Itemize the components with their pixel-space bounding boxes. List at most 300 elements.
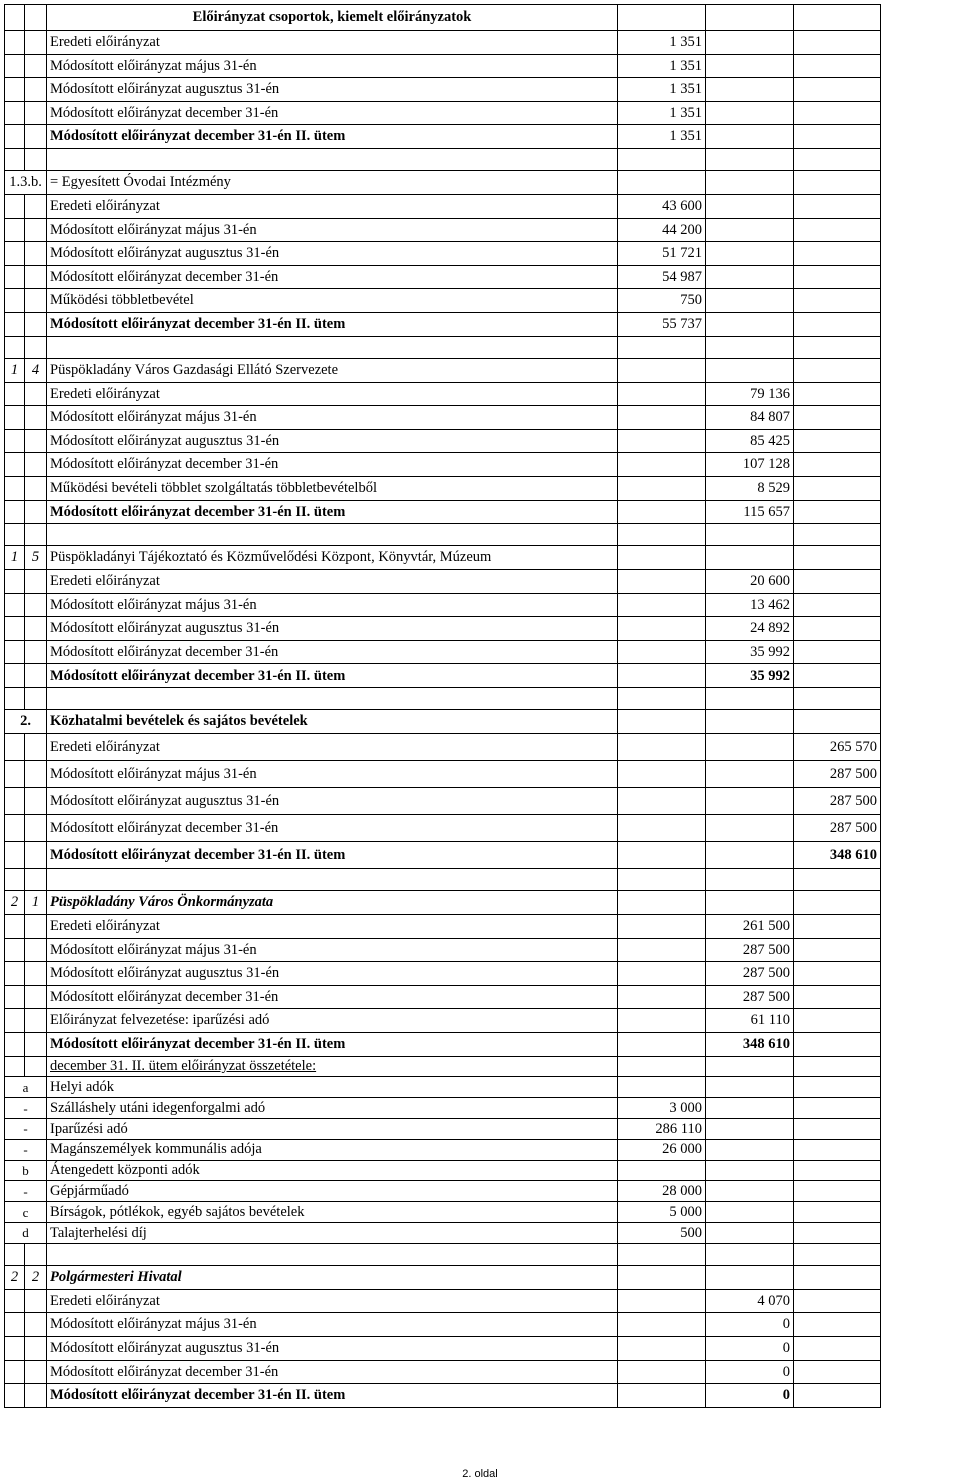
empty-cell bbox=[25, 617, 47, 641]
empty-cell bbox=[25, 453, 47, 477]
empty-cell bbox=[5, 242, 25, 266]
empty-cell bbox=[794, 1384, 881, 1408]
empty-cell bbox=[25, 1009, 47, 1033]
empty-cell bbox=[794, 1202, 881, 1223]
empty-cell bbox=[794, 915, 881, 939]
empty-cell bbox=[5, 640, 25, 664]
empty-cell bbox=[706, 1077, 794, 1098]
empty-cell bbox=[706, 761, 794, 788]
empty-cell bbox=[25, 1384, 47, 1408]
empty-cell bbox=[5, 734, 25, 761]
table-row bbox=[5, 734, 881, 761]
row-amount: 348 610 bbox=[706, 1033, 794, 1057]
empty-cell bbox=[25, 194, 47, 218]
empty-cell bbox=[25, 125, 47, 149]
table-row bbox=[5, 915, 881, 939]
row-label: Módosított előirányzat december 31-én II. ütem bbox=[47, 500, 618, 524]
row-amount: 287 500 bbox=[706, 938, 794, 962]
table-row bbox=[5, 31, 881, 55]
empty-cell bbox=[794, 1119, 881, 1140]
empty-cell bbox=[706, 710, 794, 734]
empty-cell bbox=[706, 101, 794, 125]
empty-cell bbox=[25, 54, 47, 78]
empty-cell bbox=[618, 358, 706, 382]
empty-cell bbox=[794, 358, 881, 382]
empty-cell bbox=[5, 570, 25, 594]
row-amount: 1 351 bbox=[618, 125, 706, 149]
table-row bbox=[5, 1033, 881, 1057]
table-row bbox=[5, 842, 881, 869]
empty-cell bbox=[618, 170, 706, 194]
spacer-row bbox=[5, 869, 881, 891]
empty-cell bbox=[5, 1056, 25, 1077]
section-title: Előirányzat csoportok, kiemelt előirányzatok bbox=[47, 5, 618, 31]
empty-cell bbox=[706, 336, 794, 358]
empty-cell bbox=[47, 524, 618, 546]
empty-cell bbox=[5, 617, 25, 641]
empty-cell bbox=[618, 1243, 706, 1265]
row-amount: 287 500 bbox=[794, 761, 881, 788]
empty-cell bbox=[25, 761, 47, 788]
detail-amount: 26 000 bbox=[618, 1139, 706, 1160]
detail-row bbox=[5, 1139, 881, 1160]
row-label: Eredeti előirányzat bbox=[47, 570, 618, 594]
row-label: Eredeti előirányzat bbox=[47, 734, 618, 761]
empty-cell bbox=[5, 842, 25, 869]
empty-cell bbox=[25, 788, 47, 815]
detail-amount bbox=[618, 1160, 706, 1181]
empty-cell bbox=[706, 1139, 794, 1160]
empty-cell bbox=[618, 524, 706, 546]
empty-cell bbox=[47, 336, 618, 358]
empty-cell bbox=[706, 125, 794, 149]
empty-cell bbox=[5, 1313, 25, 1337]
empty-cell bbox=[706, 1181, 794, 1202]
empty-cell bbox=[794, 406, 881, 430]
empty-cell bbox=[47, 1243, 618, 1265]
empty-cell bbox=[618, 593, 706, 617]
row-label: Módosított előirányzat augusztus 31-én bbox=[47, 617, 618, 641]
row-amount: 20 600 bbox=[706, 570, 794, 594]
empty-cell bbox=[5, 1009, 25, 1033]
row-amount: 1 351 bbox=[618, 54, 706, 78]
row-label: Módosított előirányzat május 31-én bbox=[47, 54, 618, 78]
row-amount: 261 500 bbox=[706, 915, 794, 939]
empty-cell bbox=[5, 453, 25, 477]
detail-label: Szálláshely utáni idegenforgalmi adó bbox=[47, 1098, 618, 1119]
empty-cell bbox=[706, 842, 794, 869]
row-label: Eredeti előirányzat bbox=[47, 1289, 618, 1313]
empty-cell bbox=[25, 664, 47, 688]
section-number: 2. bbox=[5, 710, 47, 734]
empty-cell bbox=[794, 688, 881, 710]
empty-cell bbox=[706, 54, 794, 78]
empty-cell bbox=[794, 640, 881, 664]
table-row bbox=[5, 570, 881, 594]
row-label: Módosított előirányzat augusztus 31-én bbox=[47, 429, 618, 453]
section-title: Püspökladányi Tájékoztató és Közművelődési Központ, Könyvtár, Múzeum bbox=[47, 546, 618, 570]
empty-cell bbox=[5, 664, 25, 688]
row-amount: 85 425 bbox=[706, 429, 794, 453]
section-header-row bbox=[5, 710, 881, 734]
empty-cell bbox=[5, 265, 25, 289]
row-amount: 287 500 bbox=[706, 985, 794, 1009]
row-amount: 115 657 bbox=[706, 500, 794, 524]
row-amount: 84 807 bbox=[706, 406, 794, 430]
detail-label: Helyi adók bbox=[47, 1077, 618, 1098]
empty-cell bbox=[5, 194, 25, 218]
section-header-row bbox=[5, 5, 881, 31]
empty-cell bbox=[25, 476, 47, 500]
empty-cell bbox=[5, 688, 25, 710]
row-label: Módosított előirányzat december 31-én bbox=[47, 985, 618, 1009]
row-label: Módosított előirányzat augusztus 31-én bbox=[47, 78, 618, 102]
row-label: Módosított előirányzat december 31-én II. ütem bbox=[47, 1384, 618, 1408]
empty-cell bbox=[618, 1009, 706, 1033]
empty-cell bbox=[706, 358, 794, 382]
section-title: Püspökladány Város Gazdasági Ellátó Szervezete bbox=[47, 358, 618, 382]
table-row bbox=[5, 453, 881, 477]
empty-cell bbox=[25, 570, 47, 594]
row-amount: 0 bbox=[706, 1360, 794, 1384]
empty-cell bbox=[618, 761, 706, 788]
empty-cell bbox=[794, 1033, 881, 1057]
empty-cell bbox=[618, 1313, 706, 1337]
row-amount: 287 500 bbox=[794, 788, 881, 815]
empty-cell bbox=[794, 289, 881, 313]
empty-cell bbox=[794, 1265, 881, 1289]
empty-cell bbox=[794, 336, 881, 358]
detail-mark: - bbox=[5, 1181, 47, 1202]
row-amount: 24 892 bbox=[706, 617, 794, 641]
table-row bbox=[5, 312, 881, 336]
detail-label: Átengedett központi adók bbox=[47, 1160, 618, 1181]
spacer-row bbox=[5, 524, 881, 546]
empty-cell bbox=[794, 617, 881, 641]
table-row bbox=[5, 429, 881, 453]
empty-cell bbox=[5, 524, 25, 546]
empty-cell bbox=[5, 593, 25, 617]
empty-cell bbox=[618, 148, 706, 170]
empty-cell bbox=[5, 500, 25, 524]
empty-cell bbox=[618, 1056, 706, 1077]
row-amount: 51 721 bbox=[618, 242, 706, 266]
empty-cell bbox=[25, 336, 47, 358]
empty-cell bbox=[25, 1056, 47, 1077]
empty-cell bbox=[5, 761, 25, 788]
empty-cell bbox=[794, 891, 881, 915]
row-label: Működési többletbevétel bbox=[47, 289, 618, 313]
row-amount: 54 987 bbox=[618, 265, 706, 289]
row-amount: 79 136 bbox=[706, 382, 794, 406]
empty-cell bbox=[794, 1077, 881, 1098]
empty-cell bbox=[794, 31, 881, 55]
empty-cell bbox=[706, 788, 794, 815]
empty-cell bbox=[794, 1243, 881, 1265]
empty-cell bbox=[25, 429, 47, 453]
detail-amount: 5 000 bbox=[618, 1202, 706, 1223]
empty-cell bbox=[706, 1098, 794, 1119]
empty-cell bbox=[618, 640, 706, 664]
empty-cell bbox=[25, 500, 47, 524]
empty-cell bbox=[5, 1289, 25, 1313]
empty-cell bbox=[5, 1033, 25, 1057]
empty-cell bbox=[618, 710, 706, 734]
empty-cell bbox=[794, 570, 881, 594]
row-amount: 1 351 bbox=[618, 78, 706, 102]
empty-cell bbox=[5, 985, 25, 1009]
empty-cell bbox=[618, 570, 706, 594]
empty-cell bbox=[5, 915, 25, 939]
empty-cell bbox=[794, 1181, 881, 1202]
empty-cell bbox=[25, 915, 47, 939]
empty-cell bbox=[794, 500, 881, 524]
empty-cell bbox=[794, 429, 881, 453]
row-amount: 0 bbox=[706, 1313, 794, 1337]
empty-cell bbox=[706, 524, 794, 546]
empty-cell bbox=[618, 1384, 706, 1408]
row-label: Módosított előirányzat december 31-én bbox=[47, 815, 618, 842]
row-label: Eredeti előirányzat bbox=[47, 915, 618, 939]
row-label: Módosított előirányzat december 31-én bbox=[47, 640, 618, 664]
section-number: 2 bbox=[5, 1265, 25, 1289]
detail-mark: - bbox=[5, 1098, 47, 1119]
empty-cell bbox=[706, 78, 794, 102]
empty-cell bbox=[706, 1265, 794, 1289]
detail-label: Gépjárműadó bbox=[47, 1181, 618, 1202]
row-amount: 287 500 bbox=[794, 815, 881, 842]
empty-cell bbox=[794, 170, 881, 194]
empty-cell bbox=[618, 429, 706, 453]
table-row bbox=[5, 985, 881, 1009]
table-row bbox=[5, 1289, 881, 1313]
empty-cell bbox=[794, 194, 881, 218]
detail-row bbox=[5, 1223, 881, 1244]
row-amount: 55 737 bbox=[618, 312, 706, 336]
row-label: Eredeti előirányzat bbox=[47, 382, 618, 406]
empty-cell bbox=[794, 265, 881, 289]
section-header-row bbox=[5, 358, 881, 382]
row-amount: 265 570 bbox=[794, 734, 881, 761]
empty-cell bbox=[706, 31, 794, 55]
table-row bbox=[5, 788, 881, 815]
empty-cell bbox=[618, 382, 706, 406]
row-label: Módosított előirányzat augusztus 31-én bbox=[47, 242, 618, 266]
row-amount: 0 bbox=[706, 1336, 794, 1360]
empty-cell bbox=[618, 788, 706, 815]
empty-cell bbox=[706, 289, 794, 313]
row-amount: 0 bbox=[706, 1384, 794, 1408]
empty-cell bbox=[5, 406, 25, 430]
section-number: 2 bbox=[5, 891, 25, 915]
detail-title-row bbox=[5, 1056, 881, 1077]
empty-cell bbox=[706, 688, 794, 710]
row-label: Módosított előirányzat december 31-én II. ütem bbox=[47, 312, 618, 336]
empty-cell bbox=[47, 869, 618, 891]
empty-cell bbox=[706, 1223, 794, 1244]
empty-cell bbox=[706, 312, 794, 336]
empty-cell bbox=[5, 289, 25, 313]
detail-amount bbox=[618, 1077, 706, 1098]
empty-cell bbox=[5, 31, 25, 55]
row-label: Módosított előirányzat december 31-én bbox=[47, 101, 618, 125]
row-amount: 750 bbox=[618, 289, 706, 313]
empty-cell bbox=[25, 312, 47, 336]
row-label: Módosított előirányzat május 31-én bbox=[47, 406, 618, 430]
empty-cell bbox=[618, 962, 706, 986]
detail-label: Iparűzési adó bbox=[47, 1119, 618, 1140]
table-row bbox=[5, 1313, 881, 1337]
empty-cell bbox=[5, 312, 25, 336]
empty-cell bbox=[25, 962, 47, 986]
empty-cell bbox=[5, 336, 25, 358]
empty-cell bbox=[618, 869, 706, 891]
empty-cell bbox=[5, 788, 25, 815]
table-row bbox=[5, 938, 881, 962]
row-amount: 107 128 bbox=[706, 453, 794, 477]
row-label: Módosított előirányzat december 31-én bbox=[47, 453, 618, 477]
table-row bbox=[5, 54, 881, 78]
empty-cell bbox=[618, 500, 706, 524]
empty-cell bbox=[618, 938, 706, 962]
empty-cell bbox=[706, 265, 794, 289]
row-label: Módosított előirányzat május 31-én bbox=[47, 593, 618, 617]
section-number: 1 bbox=[5, 358, 25, 382]
table-row bbox=[5, 500, 881, 524]
empty-cell bbox=[794, 218, 881, 242]
detail-row bbox=[5, 1119, 881, 1140]
empty-cell bbox=[618, 453, 706, 477]
row-amount: 287 500 bbox=[706, 962, 794, 986]
empty-cell bbox=[618, 1265, 706, 1289]
empty-cell bbox=[25, 938, 47, 962]
detail-label: Magánszemélyek kommunális adója bbox=[47, 1139, 618, 1160]
row-amount: 4 070 bbox=[706, 1289, 794, 1313]
empty-cell bbox=[5, 962, 25, 986]
empty-cell bbox=[794, 1289, 881, 1313]
row-amount: 61 110 bbox=[706, 1009, 794, 1033]
detail-mark: - bbox=[5, 1139, 47, 1160]
empty-cell bbox=[5, 1384, 25, 1408]
empty-cell bbox=[5, 78, 25, 102]
spacer-row bbox=[5, 1243, 881, 1265]
table-row bbox=[5, 242, 881, 266]
detail-amount: 286 110 bbox=[618, 1119, 706, 1140]
budget-sheet bbox=[4, 4, 956, 1408]
section-title: Polgármesteri Hivatal bbox=[47, 1265, 618, 1289]
empty-cell bbox=[706, 546, 794, 570]
empty-cell bbox=[25, 1033, 47, 1057]
empty-cell bbox=[794, 1056, 881, 1077]
empty-cell bbox=[5, 101, 25, 125]
table-row bbox=[5, 617, 881, 641]
empty-cell bbox=[5, 148, 25, 170]
empty-cell bbox=[618, 734, 706, 761]
empty-cell bbox=[706, 734, 794, 761]
empty-cell bbox=[706, 891, 794, 915]
detail-amount: 3 000 bbox=[618, 1098, 706, 1119]
empty-cell bbox=[618, 985, 706, 1009]
empty-cell bbox=[618, 1033, 706, 1057]
empty-cell bbox=[794, 242, 881, 266]
section-title: = Egyesített Óvodai Intézmény bbox=[47, 170, 618, 194]
empty-cell bbox=[794, 476, 881, 500]
detail-amount: 500 bbox=[618, 1223, 706, 1244]
table-row bbox=[5, 289, 881, 313]
empty-cell bbox=[25, 815, 47, 842]
empty-cell bbox=[5, 869, 25, 891]
row-label: Módosított előirányzat december 31-én II. ütem bbox=[47, 664, 618, 688]
section-header-row bbox=[5, 1265, 881, 1289]
row-label: Módosított előirányzat május 31-én bbox=[47, 1313, 618, 1337]
table-row bbox=[5, 125, 881, 149]
empty-cell bbox=[5, 1243, 25, 1265]
empty-cell bbox=[47, 688, 618, 710]
empty-cell bbox=[25, 406, 47, 430]
empty-cell bbox=[25, 869, 47, 891]
empty-cell bbox=[5, 938, 25, 962]
section-header-row bbox=[5, 546, 881, 570]
section-subnumber bbox=[25, 5, 47, 31]
table-row bbox=[5, 476, 881, 500]
detail-title: december 31. II. ütem előirányzat összetétele: bbox=[47, 1056, 618, 1077]
empty-cell bbox=[5, 54, 25, 78]
empty-cell bbox=[706, 194, 794, 218]
row-label: Módosított előirányzat december 31-én II. ütem bbox=[47, 125, 618, 149]
empty-cell bbox=[706, 148, 794, 170]
empty-cell bbox=[618, 617, 706, 641]
table-row bbox=[5, 664, 881, 688]
empty-cell bbox=[794, 985, 881, 1009]
empty-cell bbox=[5, 1360, 25, 1384]
table-row bbox=[5, 1384, 881, 1408]
empty-cell bbox=[618, 664, 706, 688]
empty-cell bbox=[25, 265, 47, 289]
row-label: Eredeti előirányzat bbox=[47, 31, 618, 55]
section-subnumber: 5 bbox=[25, 546, 47, 570]
empty-cell bbox=[618, 476, 706, 500]
detail-mark: b bbox=[5, 1160, 47, 1181]
empty-cell bbox=[25, 78, 47, 102]
detail-label: Bírságok, pótlékok, egyéb sajátos bevételek bbox=[47, 1202, 618, 1223]
row-amount: 1 351 bbox=[618, 31, 706, 55]
empty-cell bbox=[25, 148, 47, 170]
section-subnumber: 1 bbox=[25, 891, 47, 915]
empty-cell bbox=[618, 1336, 706, 1360]
empty-cell bbox=[706, 1243, 794, 1265]
row-label: Módosított előirányzat augusztus 31-én bbox=[47, 788, 618, 815]
detail-row bbox=[5, 1077, 881, 1098]
row-amount: 348 610 bbox=[794, 842, 881, 869]
row-label: Működési bevételi többlet szolgáltatás többletbevételből bbox=[47, 476, 618, 500]
empty-cell bbox=[618, 1289, 706, 1313]
section-title: Közhatalmi bevételek és sajátos bevételek bbox=[47, 710, 618, 734]
empty-cell bbox=[25, 640, 47, 664]
empty-cell bbox=[794, 1160, 881, 1181]
empty-cell bbox=[25, 289, 47, 313]
empty-cell bbox=[794, 593, 881, 617]
empty-cell bbox=[794, 453, 881, 477]
row-label: Módosított előirányzat május 31-én bbox=[47, 218, 618, 242]
row-amount: 13 462 bbox=[706, 593, 794, 617]
row-label: Módosított előirányzat december 31-én bbox=[47, 1360, 618, 1384]
section-number: 1.3.b. bbox=[5, 170, 47, 194]
row-amount: 1 351 bbox=[618, 101, 706, 125]
empty-cell bbox=[5, 429, 25, 453]
spacer-row bbox=[5, 336, 881, 358]
table-row bbox=[5, 593, 881, 617]
row-label: Módosított előirányzat december 31-én bbox=[47, 265, 618, 289]
